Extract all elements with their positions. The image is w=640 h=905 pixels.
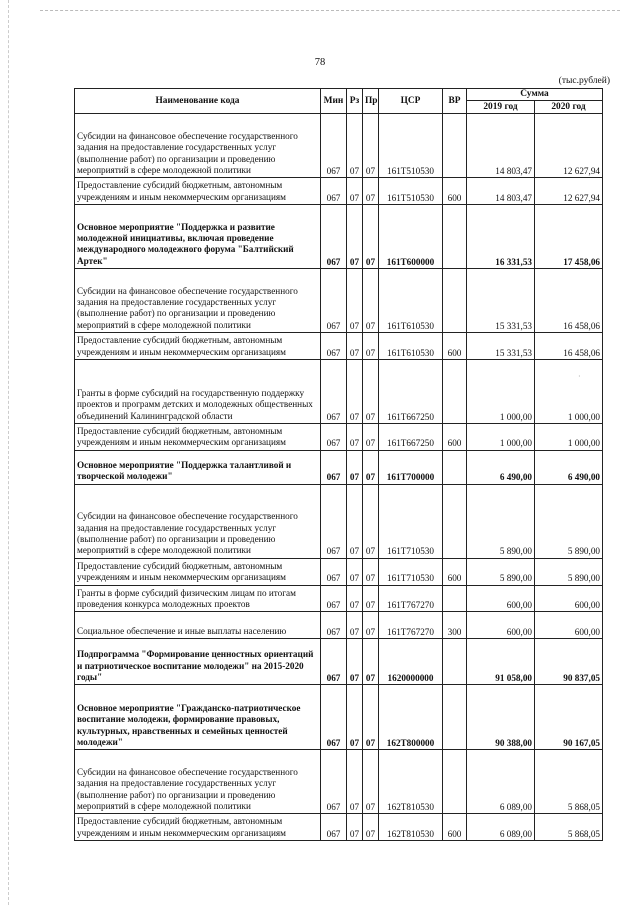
table-cell-rz: 07	[347, 639, 363, 685]
table-cell-name: Социальное обеспечение и иные выплаты населению	[75, 612, 321, 639]
table-cell-rz: 07	[347, 178, 363, 205]
table-cell-2019: 5 890,00	[467, 558, 535, 585]
table-cell-name: Субсидии на финансовое обеспечение государственного задания на предоставление государственных услуг (выполнение работ) по организации и проведению мероприятий в сфере молодежной политики	[75, 269, 321, 333]
table-cell-2019: 91 058,00	[467, 639, 535, 685]
table-cell-2019: 6 490,00	[467, 450, 535, 484]
table-cell-min: 067	[321, 685, 347, 750]
scan-speck: ·	[578, 372, 581, 381]
table-cell-name: Предоставление субсидий бюджетным, автономным учреждениям и иным некоммерческим организациям	[75, 558, 321, 585]
table-cell-pr: 07	[363, 612, 379, 639]
left-border-line	[8, 0, 9, 905]
header-year-2019: 2019 год	[467, 101, 535, 114]
table-cell-2019: 15 331,53	[467, 269, 535, 333]
table-cell-rz: 07	[347, 360, 363, 424]
table-cell-pr: 07	[363, 814, 379, 841]
header-csr: ЦСР	[379, 89, 443, 114]
table-row	[75, 750, 603, 814]
table-cell-2019: 14 803,47	[467, 178, 535, 205]
table-cell-2020: 600,00	[535, 585, 603, 612]
table-row	[75, 612, 603, 639]
table-cell-vr	[443, 269, 467, 333]
table-cell-pr: 07	[363, 114, 379, 178]
table-cell-min: 067	[321, 269, 347, 333]
table-cell-name: Субсидии на финансовое обеспечение государственного задания на предоставление государственных услуг (выполнение работ) по организации и проведению мероприятий в сфере молодежной политики	[75, 750, 321, 814]
table-cell-vr: 600	[443, 178, 467, 205]
table-cell-2019: 16 331,53	[467, 205, 535, 269]
table-cell-rz: 07	[347, 114, 363, 178]
table-cell-vr	[443, 585, 467, 612]
table-cell-2020: 5 868,05	[535, 750, 603, 814]
table-cell-2019: 90 388,00	[467, 685, 535, 750]
table-cell-min: 067	[321, 333, 347, 360]
table-cell-vr	[443, 750, 467, 814]
table-cell-2020: 90 837,05	[535, 639, 603, 685]
table-row	[75, 558, 603, 585]
table-cell-2020: 12 627,94	[535, 178, 603, 205]
table-cell-2019: 5 890,00	[467, 484, 535, 558]
page-number: 78	[314, 57, 326, 68]
table-cell-2020: 5 868,05	[535, 814, 603, 841]
budget-table	[74, 88, 603, 841]
table-cell-rz: 07	[347, 424, 363, 451]
top-border-line	[40, 10, 620, 11]
table-cell-csr: 161Т667250	[379, 360, 443, 424]
table-cell-min: 067	[321, 114, 347, 178]
table-cell-vr	[443, 484, 467, 558]
table-cell-csr: 162Т810530	[379, 814, 443, 841]
table-cell-rz: 07	[347, 558, 363, 585]
table-cell-2020: 16 458,06	[535, 333, 603, 360]
table-cell-rz: 07	[347, 612, 363, 639]
table-cell-name: Гранты в форме субсидий физическим лицам по итогам проведения конкурса молодежных проектов	[75, 585, 321, 612]
table-cell-pr: 07	[363, 269, 379, 333]
table-cell-min: 067	[321, 639, 347, 685]
table-row	[75, 685, 603, 750]
table-cell-2020: 16 458,06	[535, 269, 603, 333]
header-year-2020: 2020 год	[535, 101, 603, 114]
header-sum: Сумма	[467, 89, 603, 101]
table-cell-name: Подпрограмма "Формирование ценностных ориентаций и патриотическое воспитание молодежи" на 2015-2020 годы"	[75, 639, 321, 685]
table-cell-pr: 07	[363, 333, 379, 360]
table-cell-name: Предоставление субсидий бюджетным, автономным учреждениям и иным некоммерческим организациям	[75, 814, 321, 841]
table-cell-csr: 161Т510530	[379, 178, 443, 205]
table-cell-2019: 14 803,47	[467, 114, 535, 178]
table-cell-csr: 162Т810530	[379, 750, 443, 814]
table-cell-pr: 07	[363, 639, 379, 685]
table-cell-2019: 600,00	[467, 612, 535, 639]
table-cell-vr: 600	[443, 558, 467, 585]
table-cell-vr	[443, 639, 467, 685]
table-cell-vr: 600	[443, 814, 467, 841]
table-cell-min: 067	[321, 360, 347, 424]
table-row	[75, 114, 603, 178]
table-row	[75, 424, 603, 451]
table-cell-rz: 07	[347, 269, 363, 333]
table-cell-csr: 162Т800000	[379, 685, 443, 750]
table-cell-2019: 15 331,53	[467, 333, 535, 360]
table-cell-min: 067	[321, 424, 347, 451]
table-cell-csr: 161Т600000	[379, 205, 443, 269]
table-cell-2019: 6 089,00	[467, 814, 535, 841]
table-cell-pr: 07	[363, 585, 379, 612]
table-cell-2020: 5 890,00	[535, 558, 603, 585]
table-row	[75, 814, 603, 841]
table-row	[75, 269, 603, 333]
table-cell-csr: 161Т510530	[379, 114, 443, 178]
table-cell-pr: 07	[363, 424, 379, 451]
table-cell-rz: 07	[347, 585, 363, 612]
table-cell-vr	[443, 360, 467, 424]
table-row	[75, 360, 603, 424]
table-cell-2020: 1 000,00	[535, 424, 603, 451]
table-cell-rz: 07	[347, 814, 363, 841]
table-cell-2019: 600,00	[467, 585, 535, 612]
table-cell-2020: 90 167,05	[535, 685, 603, 750]
table-cell-name: Основное мероприятие "Гражданско-патриотическое воспитание молодежи, формирование правовых, культурных, нравственных и семейных ценностей молодежи"	[75, 685, 321, 750]
table-cell-vr	[443, 114, 467, 178]
table-cell-2020: 17 458,06	[535, 205, 603, 269]
table-cell-2020: 5 890,00	[535, 484, 603, 558]
units-label: (тыс.рублей)	[558, 76, 610, 86]
table-cell-pr: 07	[363, 484, 379, 558]
table-cell-min: 067	[321, 178, 347, 205]
table-row	[75, 450, 603, 484]
table-row	[75, 484, 603, 558]
table-cell-csr: 1620000000	[379, 639, 443, 685]
table-cell-min: 067	[321, 612, 347, 639]
table-cell-name: Основное мероприятие "Поддержка талантливой и творческой молодежи"	[75, 450, 321, 484]
table-cell-vr: 600	[443, 333, 467, 360]
table-row	[75, 585, 603, 612]
table-cell-name: Предоставление субсидий бюджетным, автономным учреждениям и иным некоммерческим организациям	[75, 424, 321, 451]
table-cell-min: 067	[321, 558, 347, 585]
table-cell-min: 067	[321, 450, 347, 484]
table-cell-vr	[443, 685, 467, 750]
header-vr: ВР	[443, 89, 467, 114]
table-cell-min: 067	[321, 750, 347, 814]
table-cell-csr: 161Т767270	[379, 585, 443, 612]
table-cell-vr: 300	[443, 612, 467, 639]
table-cell-name: Основное мероприятие "Поддержка и развитие молодежной инициативы, включая проведение международного молодежного форума "Балтийский Артек"	[75, 205, 321, 269]
table-cell-pr: 07	[363, 750, 379, 814]
table-cell-csr: 161Т710530	[379, 558, 443, 585]
table-cell-2020: 1 000,00	[535, 360, 603, 424]
table-cell-csr: 161Т667250	[379, 424, 443, 451]
table-cell-2020: 6 490,00	[535, 450, 603, 484]
table-cell-2020: 600,00	[535, 612, 603, 639]
table-cell-2019: 1 000,00	[467, 424, 535, 451]
table-cell-name: Субсидии на финансовое обеспечение государственного задания на предоставление государственных услуг (выполнение работ) по организации и проведению мероприятий в сфере молодежной политики	[75, 114, 321, 178]
table-row	[75, 639, 603, 685]
table-cell-csr: 161Т710530	[379, 484, 443, 558]
table-cell-vr: 600	[443, 424, 467, 451]
table-cell-csr: 161Т610530	[379, 333, 443, 360]
table-cell-name: Субсидии на финансовое обеспечение государственного задания на предоставление государственных услуг (выполнение работ) по организации и проведению мероприятий в сфере молодежной политики	[75, 484, 321, 558]
table-cell-min: 067	[321, 205, 347, 269]
table-cell-2020: 12 627,94	[535, 114, 603, 178]
table-row	[75, 333, 603, 360]
table-cell-rz: 07	[347, 450, 363, 484]
table-cell-2019: 1 000,00	[467, 360, 535, 424]
table-cell-pr: 07	[363, 685, 379, 750]
table-cell-rz: 07	[347, 685, 363, 750]
table-cell-csr: 161Т767270	[379, 612, 443, 639]
header-name: Наименование кода	[75, 89, 321, 114]
table-cell-pr: 07	[363, 360, 379, 424]
table-cell-rz: 07	[347, 484, 363, 558]
header-min: Мин	[321, 89, 347, 114]
header-pr: Пр	[363, 89, 379, 114]
table-cell-rz: 07	[347, 333, 363, 360]
table-cell-2019: 6 089,00	[467, 750, 535, 814]
table-cell-min: 067	[321, 814, 347, 841]
table-cell-csr: 161Т700000	[379, 450, 443, 484]
table-cell-pr: 07	[363, 450, 379, 484]
table-body	[75, 114, 603, 841]
table-cell-min: 067	[321, 585, 347, 612]
table-cell-vr	[443, 205, 467, 269]
table-cell-name: Гранты в форме субсидий на государственную поддержку проектов и программ детских и молодежных общественных объединений Калининградской области	[75, 360, 321, 424]
table-cell-pr: 07	[363, 205, 379, 269]
table-cell-name: Предоставление субсидий бюджетным, автономным учреждениям и иным некоммерческим организациям	[75, 178, 321, 205]
table-cell-pr: 07	[363, 178, 379, 205]
table-cell-name: Предоставление субсидий бюджетным, автономным учреждениям и иным некоммерческим организациям	[75, 333, 321, 360]
table-row	[75, 205, 603, 269]
table-cell-rz: 07	[347, 205, 363, 269]
table-cell-csr: 161Т610530	[379, 269, 443, 333]
table-cell-min: 067	[321, 484, 347, 558]
table-cell-vr	[443, 450, 467, 484]
table-row	[75, 178, 603, 205]
table-cell-rz: 07	[347, 750, 363, 814]
header-rz: Рз	[347, 89, 363, 114]
table-cell-pr: 07	[363, 558, 379, 585]
